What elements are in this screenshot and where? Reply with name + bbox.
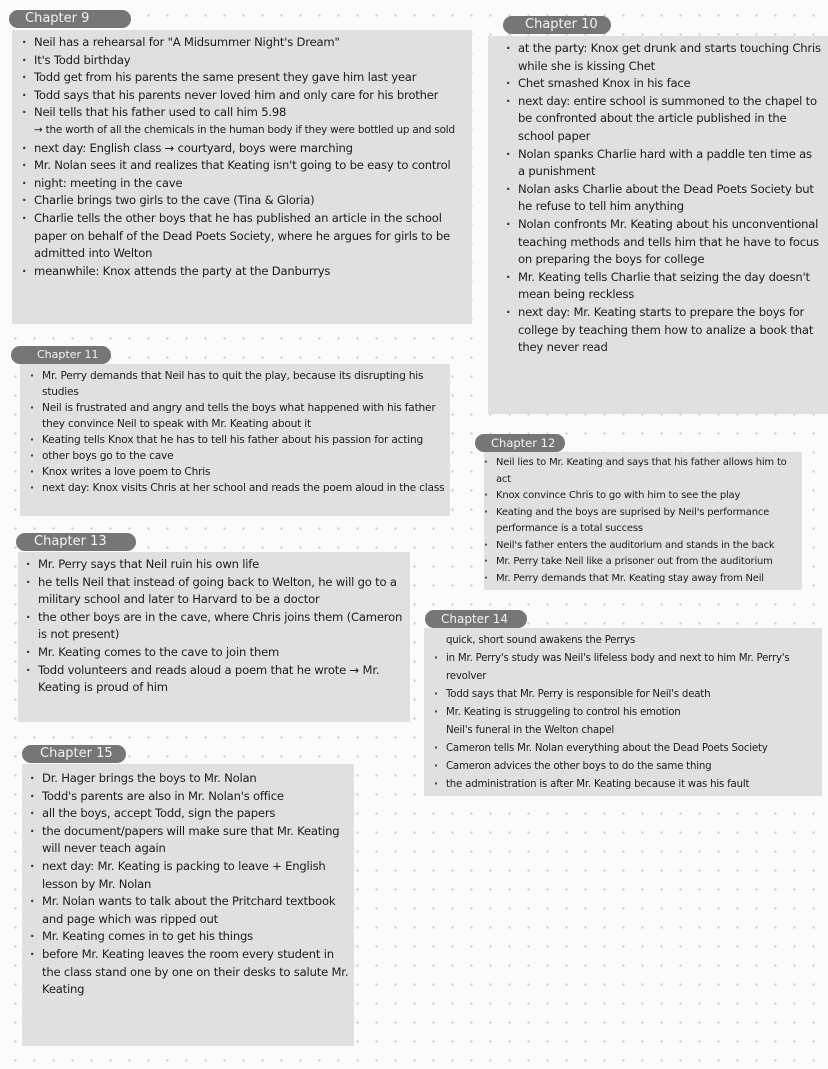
- list-item: · Neil has a rehearsal for "A Midsummer Night's Dream": [20, 34, 468, 52]
- chapter-9-notes: [20, 34, 468, 280]
- list-item: · Todd says that Mr. Perry is responsible for Neil's death: [432, 686, 820, 704]
- list-item: · Mr. Keating comes in to get his things: [28, 928, 350, 946]
- chapter-12-label: Chapter 12: [475, 434, 565, 452]
- list-item: · Mr. Keating is struggeling to control his emotion: [432, 704, 820, 722]
- list-item: · Dr. Hager brings the boys to Mr. Nolan: [28, 770, 350, 788]
- list-item: · Nolan asks Charlie about the Dead Poets Society but he refuse to tell him anything: [504, 181, 822, 216]
- list-item: · the document/papers will make sure that Mr. Keating will never teach again: [28, 823, 350, 858]
- list-item: · Todd says that his parents never loved him and only care for his brother: [20, 87, 468, 105]
- chapter-11-notes: [28, 368, 446, 496]
- list-item: → the worth of all the chemicals in the human body if they were bottled up and sold: [34, 123, 455, 136]
- list-item: · Neil lies to Mr. Keating and says that his father allows him to act: [482, 455, 800, 488]
- list-item: · Mr. Perry says that Neil ruin his own life: [24, 556, 406, 574]
- list-item: · Keating and the boys are suprised by Neil's performance: [482, 505, 800, 522]
- list-item: · Neil is frustrated and angry and tells the boys what happened with his father they convince Neil to speak with Mr. Keating about it: [28, 400, 446, 432]
- list-item: · Mr. Perry demands that Neil has to quit the play, because its disrupting his studies: [28, 368, 446, 400]
- list-item: · before Mr. Keating leaves the room every student in the class stand one by one on their desks to salute Mr. Keating: [28, 946, 350, 999]
- chapter-10-label: Chapter 10: [503, 16, 611, 34]
- chapter-12-notes: [482, 455, 800, 587]
- list-item: Neil's funeral in the Welton chapel: [446, 725, 615, 736]
- list-item: · Todd get from his parents the same present they gave him last year: [20, 69, 468, 87]
- chapter-13-label: Chapter 13: [16, 533, 136, 551]
- list-item: · Mr. Perry demands that Mr. Keating stay away from Neil: [482, 571, 800, 588]
- list-item: · the administration is after Mr. Keating because it was his fault: [432, 776, 820, 794]
- chapter-15-notes: [28, 770, 350, 999]
- list-item: · Todd's parents are also in Mr. Nolan's office: [28, 788, 350, 806]
- list-item: · next day: Mr. Keating starts to prepare the boys for college by teaching them how to analize a book that they never read: [504, 304, 822, 357]
- list-item: · all the boys, accept Todd, sign the papers: [28, 805, 350, 823]
- list-item: · next day: Knox visits Chris at her school and reads the poem aloud in the class: [28, 480, 446, 496]
- list-item: · Mr. Keating tells Charlie that seizing the day doesn't mean being reckless: [504, 269, 822, 304]
- chapter-14-label: Chapter 14: [425, 610, 527, 628]
- list-item: · Nolan confronts Mr. Keating about his unconventional teaching methods and tells him that he have to focus on preparing the boys for college: [504, 216, 822, 269]
- list-item: · next day: Mr. Keating is packing to leave + English lesson by Mr. Nolan: [28, 858, 350, 893]
- list-item: · Charlie brings two girls to the cave (Tina & Gloria): [20, 192, 468, 210]
- list-item: · Mr. Keating comes to the cave to join them: [24, 644, 406, 662]
- list-item: · Todd volunteers and reads aloud a poem that he wrote → Mr. Keating is proud of him: [24, 662, 406, 697]
- list-item: · Neil tells that his father used to call him 5.98: [20, 104, 468, 122]
- list-item: · Mr. Nolan sees it and realizes that Keating isn't going to be easy to control: [20, 157, 468, 175]
- list-item: · Knox convince Chris to go with him to see the play: [482, 488, 800, 505]
- list-item: · other boys go to the cave: [28, 448, 446, 464]
- list-item: · Knox writes a love poem to Chris: [28, 464, 446, 480]
- list-item: · the other boys are in the cave, where Chris joins them (Cameron is not present): [24, 609, 406, 644]
- chapter-14-notes: [432, 632, 820, 794]
- list-item: · Cameron tells Mr. Nolan everything about the Dead Poets Society: [432, 740, 820, 758]
- list-item: · Charlie tells the other boys that he has published an article in the school paper on behalf of the Dead Poets Society, where he argues for girls to be admitted into Welton: [20, 210, 468, 263]
- list-item: · Cameron advices the other boys to do the same thing: [432, 758, 820, 776]
- chapter-11-label: Chapter 11: [11, 346, 111, 364]
- list-item: · meanwhile: Knox attends the party at the Danburrys: [20, 263, 468, 281]
- list-item: performance is a total success: [496, 523, 643, 534]
- chapter-13-notes: [24, 556, 406, 697]
- list-item: · Keating tells Knox that he has to tell his father about his passion for acting: [28, 432, 446, 448]
- list-item: · next day: entire school is summoned to the chapel to be confronted about the article published in the school paper: [504, 93, 822, 146]
- list-item: · Mr. Nolan wants to talk about the Pritchard textbook and page which was ripped out: [28, 893, 350, 928]
- list-item: · Mr. Perry take Neil like a prisoner out from the auditorium: [482, 554, 800, 571]
- list-item: · It's Todd birthday: [20, 52, 468, 70]
- list-item: · Nolan spanks Charlie hard with a paddle ten time as a punishment: [504, 146, 822, 181]
- list-item: · he tells Neil that instead of going back to Welton, he will go to a military school and later to Harvard to be a doctor: [24, 574, 406, 609]
- list-item: · next day: English class → courtyard, boys were marching: [20, 140, 468, 158]
- list-item: quick, short sound awakens the Perrys: [446, 635, 636, 646]
- list-item: · in Mr. Perry's study was Neil's lifeless body and next to him Mr. Perry's revolver: [432, 650, 820, 686]
- list-item: · night: meeting in the cave: [20, 175, 468, 193]
- chapter-9-label: Chapter 9: [9, 10, 131, 28]
- chapter-15-label: Chapter 15: [22, 745, 126, 763]
- list-item: · Neil's father enters the auditorium and stands in the back: [482, 538, 800, 555]
- list-item: · at the party: Knox get drunk and starts touching Chris while she is kissing Chet: [504, 40, 822, 75]
- list-item: · Chet smashed Knox in his face: [504, 75, 822, 93]
- chapter-10-notes: [504, 40, 822, 357]
